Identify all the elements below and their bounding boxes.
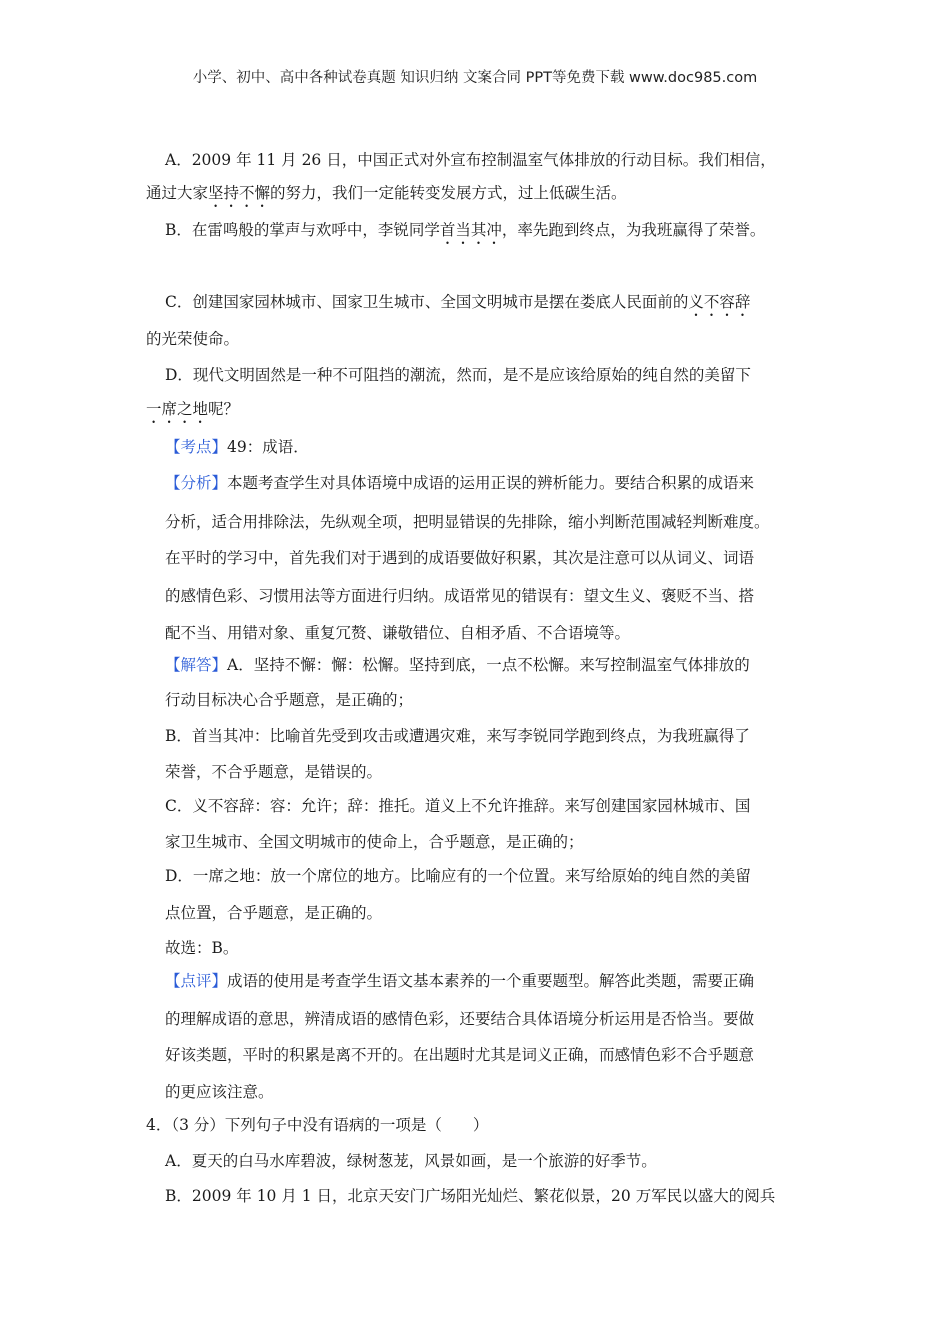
jieda-line-1: 行动目标决心合乎题意，是正确的；: [165, 691, 414, 709]
dianping-line-3: 的更应该注意。: [165, 1083, 274, 1101]
q3-option-d-idiom: 一席之地: [146, 400, 209, 418]
q3-option-b-post: ，率先跑到终点，为我班赢得了荣誉。: [501, 221, 766, 239]
jieda-text-0: A．坚持不懈：懈：松懈。坚持到底，一点不松懈。来写控制温室气体排放的: [227, 656, 750, 674]
dianping-text-0: 成语的使用是考查学生语文基本素养的一个重要题型。解答此类题，需要正确: [227, 972, 755, 990]
q3-option-b-pre: B．在雷鸣般的掌声与欢呼中，李锐同学: [165, 221, 440, 239]
fenxi-line-3: 的感情色彩、习惯用法等方面进行归纳。成语常见的错误有：望文生义、褒贬不当、搭: [165, 587, 755, 605]
kaodian: [165, 437, 309, 457]
jieda-line-4: C．义不容辞：容：允许；辞：推托。道义上不允许推辞。来写创建国家园林城市、国: [165, 797, 751, 815]
jieda-line-7: 点位置，合乎题意，是正确的。: [165, 904, 383, 922]
q3-option-a-line1: A．2009 年 11 月 26 日，中国正式对外宣布控制温室气体排放的行动目标。我们相信，: [165, 151, 776, 169]
jieda-line-2: B．首当其冲：比喻首先受到攻击或遭遇灾难，来写李锐同学跑到终点，为我班赢得了: [165, 727, 750, 745]
q3-option-c-line2: 的光荣使命。: [146, 330, 240, 348]
dianping-tag: 【点评】: [165, 972, 228, 990]
fenxi-text-0: 本题考查学生对具体语境中成语的运用正误的辨析能力。要结合积累的成语来: [227, 474, 755, 492]
kaodian-tag: 【考点】: [165, 438, 228, 456]
dianping-line-0: [165, 971, 754, 991]
jieda-tag: 【解答】: [165, 656, 228, 674]
jieda-line-3: 荣誉，不合乎题意，是错误的。: [165, 763, 383, 781]
q4-option-b: B．2009 年 10 月 1 日，北京天安门广场阳光灿烂、繁花似景，20 万军民以盛大的阅兵: [165, 1187, 776, 1205]
jieda-line-6: D．一席之地：放一个席位的地方。比喻应有的一个位置。来写给原始的纯自然的美留: [165, 867, 751, 885]
q3-option-a-post: 的努力，我们一定能转变发展方式，过上低碳生活。: [270, 184, 627, 202]
jieda-line-0: [165, 655, 750, 675]
fenxi-line-1: 分析，适合用排除法，先纵观全项，把明显错误的先排除，缩小判断范围减轻判断难度。: [165, 513, 770, 531]
q3-option-a-idiom: 坚持不懈: [208, 184, 271, 202]
q3-option-b-idiom: 首当其冲: [439, 221, 502, 239]
q3-option-d-post: 呢？: [208, 400, 240, 418]
jieda-line-8: 故选：B。: [165, 939, 239, 957]
q3-option-a-line2: [146, 183, 627, 211]
fenxi-line-0: [165, 473, 754, 493]
q3-option-c-idiom: 义不容辞: [688, 293, 751, 311]
q3-option-d-line1: D．现代文明固然是一种不可阻挡的潮流，然而，是不是应该给原始的纯自然的美留下: [165, 366, 751, 384]
kaodian-text: 49：成语．: [227, 438, 309, 456]
q3-option-a-pre: 通过大家: [146, 184, 209, 202]
q3-option-c-line1: [165, 292, 750, 320]
fenxi-tag: 【分析】: [165, 474, 228, 492]
q4-option-a: A．夏天的白马水库碧波，绿树葱茏，风景如画，是一个旅游的好季节。: [165, 1152, 657, 1170]
q3-option-d-line2: [146, 399, 239, 427]
q4-stem: 4．（3 分）下列句子中没有语病的一项是（ ）: [146, 1116, 489, 1134]
fenxi-line-4: 配不当、用错对象、重复冗赘、谦敬错位、自相矛盾、不合语境等。: [165, 624, 631, 642]
page-header[interactable]: 小学、初中、高中各种试卷真题 知识归纳 文案合同 PPT等免费下载 www.doc985.com: [192, 70, 758, 86]
fenxi-line-2: 在平时的学习中，首先我们对于遇到的成语要做好积累，其次是注意可以从词义、词语: [165, 549, 755, 567]
dianping-line-2: 好该类题，平时的积累是离不开的。在出题时尤其是词义正确，而感情色彩不合乎题意: [165, 1046, 755, 1064]
jieda-line-5: 家卫生城市、全国文明城市的使命上，合乎题意，是正确的；: [165, 833, 584, 851]
dianping-line-1: 的理解成语的意思，辨清成语的感情色彩，还要结合具体语境分析运用是否恰当。要做: [165, 1010, 755, 1028]
q3-option-b: [165, 220, 765, 248]
q3-option-c-pre: C．创建国家园林城市、国家卫生城市、全国文明城市是摆在娄底人民面前的: [165, 293, 689, 311]
